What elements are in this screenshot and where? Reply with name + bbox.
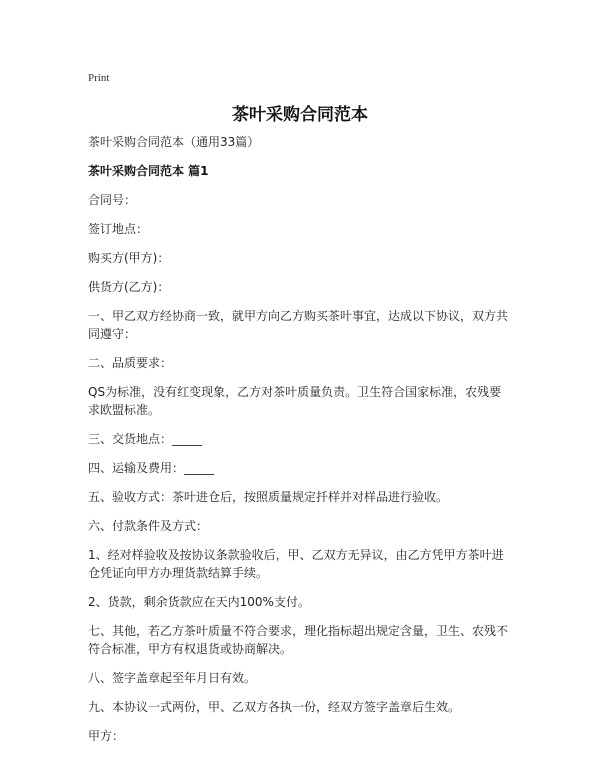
clause-6-item-2: 2、货款，剩余货款应在天内100%支付。 [88, 595, 310, 609]
clause-7: 七、其他，若乙方茶叶质量不符合要求，理化指标超出规定含量，卫生、农残不符合标准，甲方有权退货或协商解决。 [88, 624, 509, 656]
clause-2-heading: 二、品质要求： [88, 356, 173, 370]
page-title: 茶叶采购合同范本 [232, 105, 368, 125]
clause-3: 三、交货地点：_____ [88, 432, 203, 446]
party-a-signature: 甲方： [88, 729, 125, 743]
document-body [88, 133, 512, 756]
clause-6-heading: 六、付款条件及方式： [88, 519, 209, 533]
clause-9: 九、本协议一式两份，甲、乙双方各执一份，经双方签字盖章后生效。 [88, 700, 461, 714]
section-heading: 茶叶采购合同范本 篇1 [88, 164, 209, 178]
clause-8: 八、签字盖章起至年月日有效。 [88, 671, 257, 685]
supplier-field: 供货方(乙方)： [88, 280, 170, 294]
clause-6-item-1: 1、经对样验收及按协议条款验收后，甲、乙双方无异议，由乙方凭甲方茶叶进仓凭证向甲方办理货款结算手续。 [88, 548, 504, 580]
clause-5: 五、验收方式：茶叶进仓后，按照质量规定扦样并对样品进行验收。 [88, 490, 449, 504]
document-subtitle: 茶叶采购合同范本（通用33篇） [88, 135, 260, 149]
clause-2-body: QS为标准，没有红变现象，乙方对茶叶质量负责。卫生符合国家标准，农残要求欧盟标准。 [88, 385, 502, 417]
signing-location-field: 签订地点： [88, 222, 149, 236]
clause-4: 四、运输及费用：_____ [88, 461, 215, 475]
contract-number-field: 合同号： [88, 193, 137, 207]
clause-1: 一、甲乙双方经协商一致，就甲方向乙方购买茶叶事宜，达成以下协议，双方共同遵守： [88, 309, 509, 341]
print-link[interactable]: Print [88, 72, 110, 84]
buyer-field: 购买方(甲方)： [88, 251, 170, 265]
